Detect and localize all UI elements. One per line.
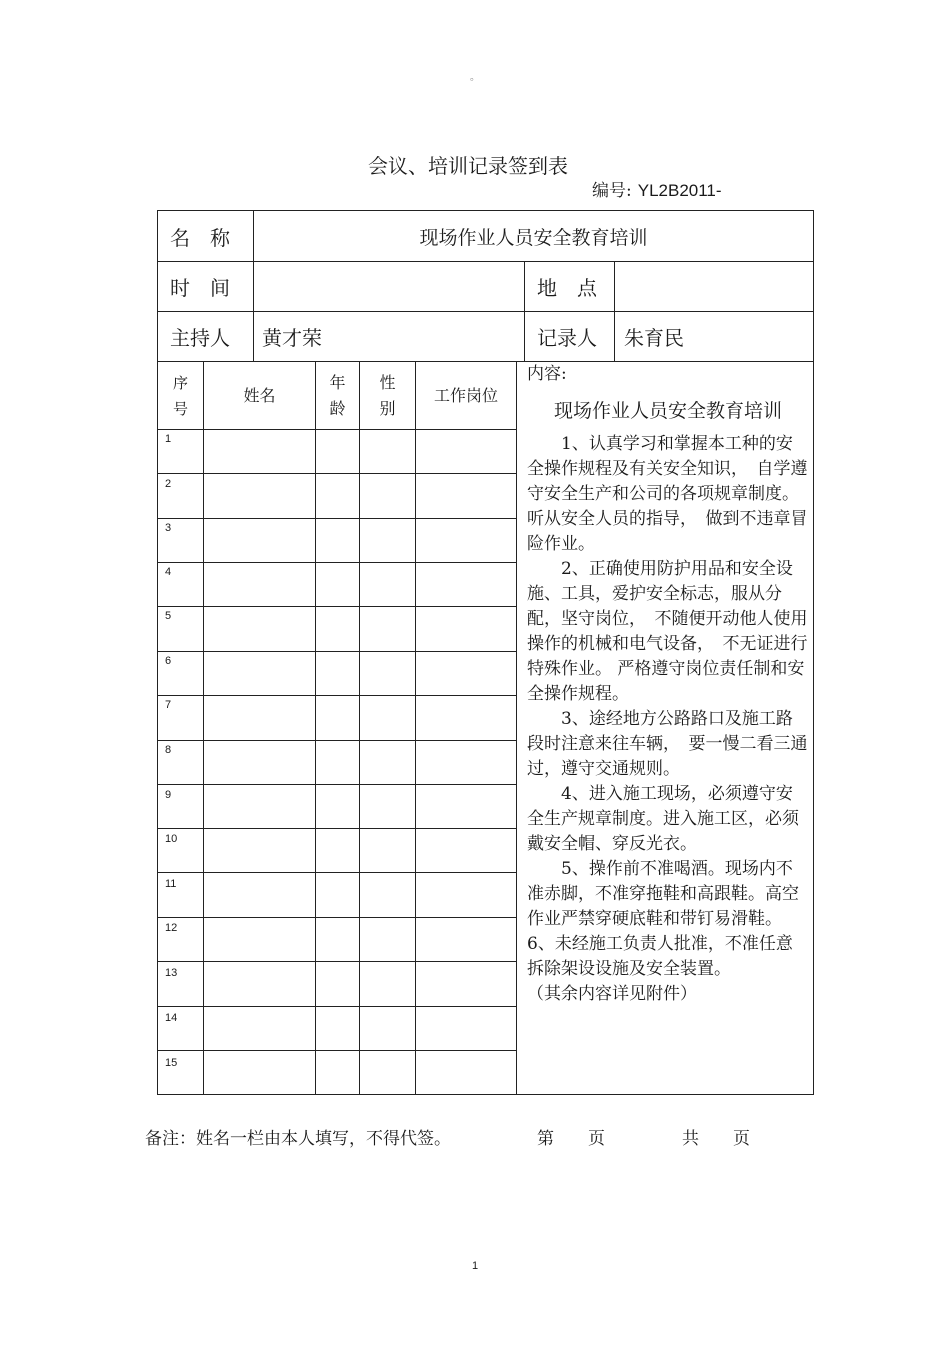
row-number: 9	[165, 789, 172, 801]
row-number: 8	[165, 744, 172, 756]
host-value: 黄才荣	[262, 326, 322, 350]
row-number: 14	[165, 1012, 178, 1024]
host-label: 主持人	[170, 326, 230, 350]
name-label: 名 称	[170, 225, 230, 250]
code-value: YL2B2011-	[637, 181, 722, 200]
row-number: 6	[165, 655, 172, 667]
content-item: 2、正确使用防护用品和安全设施、工具，爱护安全标志，服从分配，坚守岗位， 不随便开动他人使用操作的机械和电气设备， 不无证进行特殊作业。 严格遵守岗位责任制和安全操作规程。	[527, 559, 808, 704]
header-seq: 序 号	[172, 373, 188, 418]
header-mark: 。	[470, 72, 480, 83]
header-age: 年 龄	[329, 372, 346, 418]
document-code	[592, 176, 722, 201]
row-number: 5	[165, 610, 172, 622]
time-label: 时 间	[170, 276, 230, 300]
row-number: 12	[165, 922, 178, 934]
content-subtitle: 现场作业人员安全教育培训	[553, 400, 782, 422]
recorder-value: 朱育民	[624, 326, 684, 350]
row-number: 11	[165, 878, 177, 890]
header-post: 工作岗位	[433, 385, 498, 405]
row-number: 7	[165, 699, 172, 711]
content-item: 1、认真学习和掌握本工种的安全操作规程及有关安全知识， 自学遵守安全生产和公司的各项规章制度。听从安全人员的指导， 做到不违章冒险作业。	[527, 434, 808, 554]
row-number: 13	[165, 967, 178, 979]
time-value	[262, 262, 522, 311]
header-gender: 性 别	[379, 372, 396, 418]
row-number: 2	[165, 478, 172, 490]
content-item: 6、未经施工负责人批准，不准任意拆除架设设施及安全装置。	[527, 934, 793, 979]
code-label: 编号:	[592, 181, 632, 201]
content-label: 内容:	[527, 364, 567, 384]
place-label: 地 点	[537, 276, 597, 300]
footer-note: 备注：姓名一栏由本人填写，不得代签。	[145, 1129, 451, 1149]
content-item: 3、途经地方公路路口及施工路段时注意来往车辆， 要一慢二看三通过，遵守交通规则。	[527, 709, 808, 779]
content-item: 4、进入施工现场，必须遵守安全生产规章制度。进入施工区，必须戴安全帽、穿反光衣。	[527, 784, 799, 854]
training-content	[527, 362, 809, 1007]
row-number: 1	[165, 433, 172, 445]
page-title: 会议、培训记录签到表	[368, 154, 568, 178]
footer-page: 第 页	[537, 1129, 605, 1149]
name-value: 现场作业人员安全教育培训	[419, 226, 648, 249]
row-number: 10	[165, 833, 178, 845]
content-item: 5、操作前不准喝酒。现场内不准赤脚，不准穿拖鞋和高跟鞋。高空作业严禁穿硬底鞋和带钉易滑鞋。	[527, 859, 799, 929]
footer-total: 共 页	[682, 1129, 750, 1149]
header-name: 姓名	[243, 385, 276, 405]
row-number: 4	[165, 566, 172, 578]
content-closing: （其余内容详见附件）	[527, 984, 697, 1004]
page-number: 1	[472, 1260, 479, 1272]
place-value	[624, 262, 812, 311]
recorder-label: 记录人	[537, 326, 597, 350]
row-number: 3	[165, 522, 172, 534]
row-number: 15	[165, 1057, 178, 1069]
